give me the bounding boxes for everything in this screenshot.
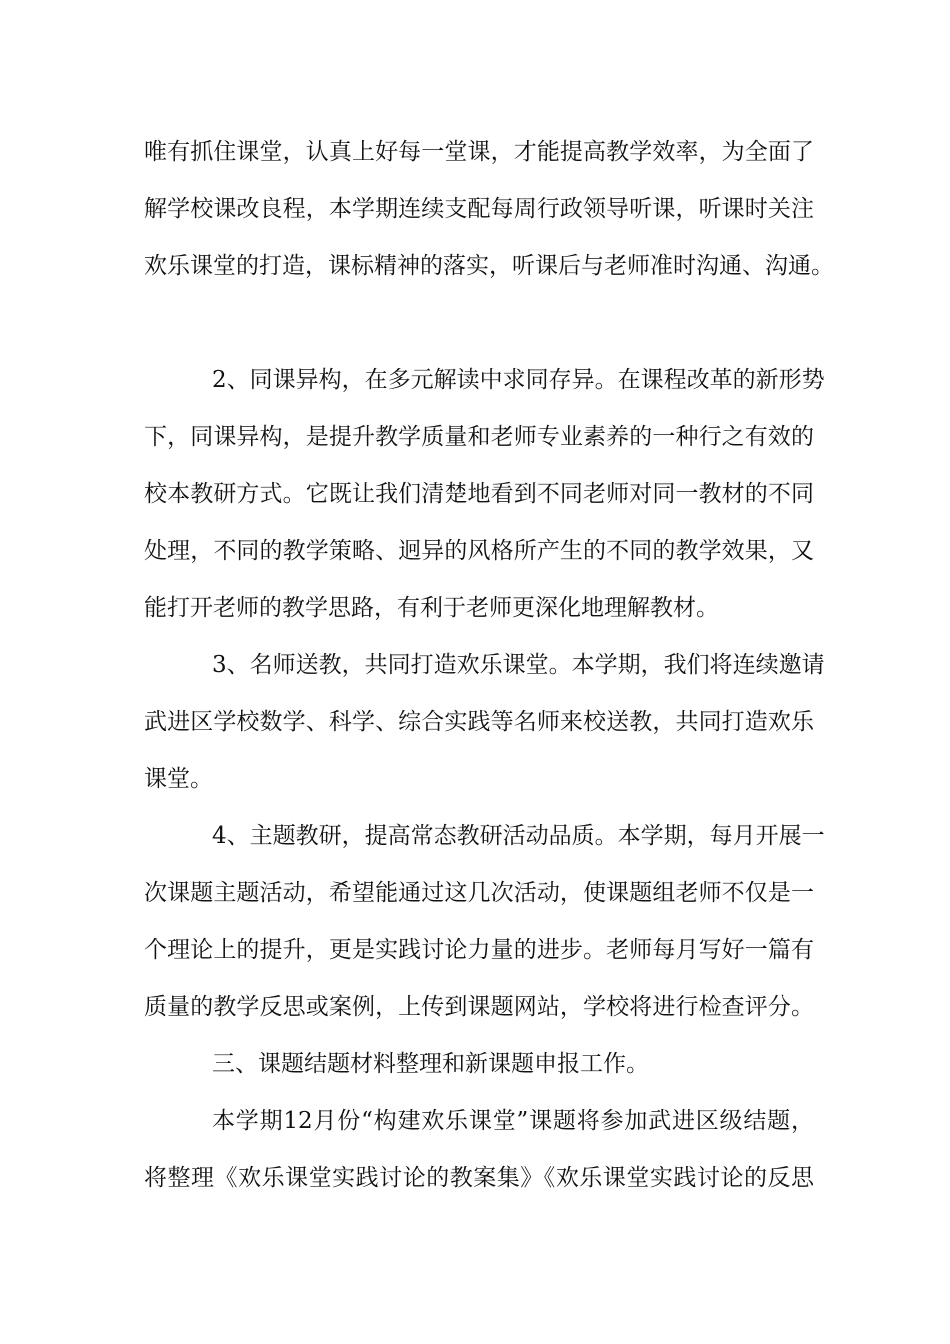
paragraph-line: 课堂。 — [144, 766, 213, 792]
paragraph-4 — [144, 808, 825, 1036]
paragraph-line: 武进区学校数学、科学、综合实践等名师来校送教，共同打造欢乐 — [144, 709, 814, 735]
paragraph-line: 欢乐课堂的打造，课标精神的落实，听课后与老师准时沟通、沟通。 — [144, 253, 834, 279]
paragraph-line: 处理，不同的教学策略、迥异的风格所产生的不同的教学效果，又 — [144, 538, 814, 564]
paragraph-line: 解学校课改良程，本学期连续支配每周行政领导听课，听课时关注 — [144, 196, 814, 222]
paragraph-line: 4、主题教研，提高常态教研活动品质。本学期，每月开展一 — [212, 823, 825, 849]
paragraph-line: 2、同课异构，在多元解读中求同存异。在课程改革的新形势 — [212, 367, 825, 393]
paragraph-line: 校本教研方式。它既让我们清楚地看到不同老师对同一教材的不同 — [144, 481, 814, 507]
paragraph-line: 唯有抓住课堂，认真上好每一堂课，才能提高教学效率，为全面了 — [144, 139, 814, 165]
paragraph-6 — [144, 1093, 814, 1207]
paragraph-line: 能打开老师的教学思路，有利于老师更深化地理解教材。 — [144, 595, 719, 621]
paragraph-line: 3、名师送教，共同打造欢乐课堂。本学期，我们将连续邀请 — [212, 652, 825, 678]
paragraph-line: 个理论上的提升，更是实践讨论力量的进步。老师每月写好一篇有 — [144, 937, 814, 963]
paragraph-line: 质量的教学反思或案例，上传到课题网站，学校将进行检查评分。 — [144, 994, 814, 1020]
section-heading-3 — [144, 1036, 814, 1093]
heading-line: 三、课题结题材料整理和新课题申报工作。 — [212, 1051, 649, 1077]
paragraph-line: 次课题主题活动，希望能通过这几次活动，使课题组老师不仅是一 — [144, 880, 814, 906]
paragraph-2 — [144, 352, 825, 637]
paragraph-line: 本学期12月份“构建欢乐课堂”课题将参加武进区级结题， — [212, 1108, 814, 1134]
paragraph-line: 将整理《欢乐课堂实践讨论的教案集》《欢乐课堂实践讨论的反思 — [144, 1165, 814, 1191]
paragraph-3 — [144, 637, 825, 808]
paragraph-line: 下，同课异构，是提升教学质量和老师专业素养的一种行之有效的 — [144, 424, 814, 450]
paragraph-1 — [144, 124, 834, 295]
